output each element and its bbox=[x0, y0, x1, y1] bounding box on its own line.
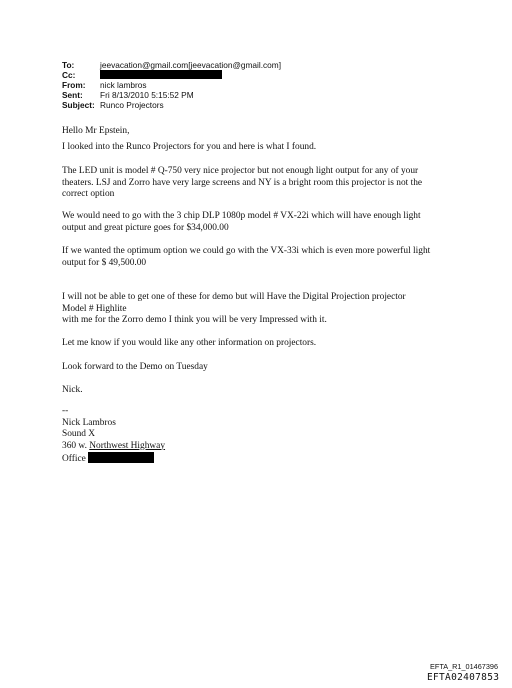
cc-label: Cc: bbox=[62, 70, 76, 80]
subject-value: Runco Projectors bbox=[100, 100, 164, 110]
signature-separator: -- bbox=[62, 406, 69, 416]
greeting: Hello Mr Epstein, bbox=[62, 126, 130, 136]
paragraph-line: theaters. LSJ and Zorro have very large screens and NY is a bright room this projector is not the bbox=[62, 177, 423, 188]
from-value: nick lambros bbox=[100, 80, 147, 90]
cc-redaction bbox=[100, 70, 222, 79]
office-redaction bbox=[88, 452, 154, 463]
paragraph-line: output and great picture goes for $34,000.00 bbox=[62, 222, 229, 233]
subject-row bbox=[62, 100, 281, 110]
sent-row bbox=[62, 90, 281, 100]
paragraph-line: output for $ 49,500.00 bbox=[62, 257, 147, 268]
paragraph-look-forward: Look forward to the Demo on Tuesday bbox=[62, 362, 208, 372]
paragraph-led-unit bbox=[62, 166, 462, 201]
paragraph-line: If we wanted the optimum option we could go with the VX-33i which is even more powerful light bbox=[62, 246, 431, 256]
signature-name: Nick Lambros bbox=[62, 417, 116, 428]
footer-id-large: EFTA02407853 bbox=[427, 672, 500, 683]
paragraph-line: Model # Highlite bbox=[62, 303, 127, 314]
signature-address bbox=[62, 441, 165, 453]
to-value: jeevacation@gmail.com[jeevacation@gmail.com] bbox=[100, 60, 282, 70]
signature-company: Sound X bbox=[62, 429, 96, 439]
sign-off: Nick. bbox=[62, 385, 83, 395]
paragraph-line: We would need to go with the 3 chip DLP 1080p model # VX-22i which will have enough light bbox=[62, 211, 421, 221]
cc-row bbox=[62, 70, 281, 80]
paragraph-vx33i bbox=[62, 246, 462, 269]
office-label: Office bbox=[62, 454, 86, 464]
paragraph-intro: I looked into the Runco Projectors for you and here is what I found. bbox=[62, 142, 317, 152]
sent-value: Fri 8/13/2010 5:15:52 PM bbox=[100, 90, 194, 100]
signature-office bbox=[62, 452, 165, 464]
sent-label: Sent: bbox=[62, 90, 83, 100]
paragraph-demo bbox=[62, 292, 462, 327]
subject-label: Subject: bbox=[62, 100, 95, 110]
from-row bbox=[62, 80, 281, 90]
footer-id-small: EFTA_R1_01467396 bbox=[430, 662, 499, 671]
email-header bbox=[62, 60, 281, 110]
signature-block bbox=[62, 406, 165, 464]
address-prefix: 360 w. bbox=[62, 440, 90, 451]
to-label: To: bbox=[62, 60, 75, 70]
paragraph-line: I will not be able to get one of these for demo but will Have the Digital Projection projector bbox=[62, 292, 406, 302]
paragraph-more-info: Let me know if you would like any other information on projectors. bbox=[62, 338, 317, 348]
to-row bbox=[62, 60, 281, 70]
paragraph-line: with me for the Zorro demo I think you will be very Impressed with it. bbox=[62, 315, 327, 325]
from-label: From: bbox=[62, 80, 86, 90]
paragraph-line: correct option bbox=[62, 189, 115, 199]
paragraph-vx22i bbox=[62, 211, 462, 234]
paragraph-line: The LED unit is model # Q-750 very nice projector but not enough light output for any of your bbox=[62, 166, 419, 176]
address-street-link[interactable]: Northwest Highway bbox=[89, 440, 166, 451]
